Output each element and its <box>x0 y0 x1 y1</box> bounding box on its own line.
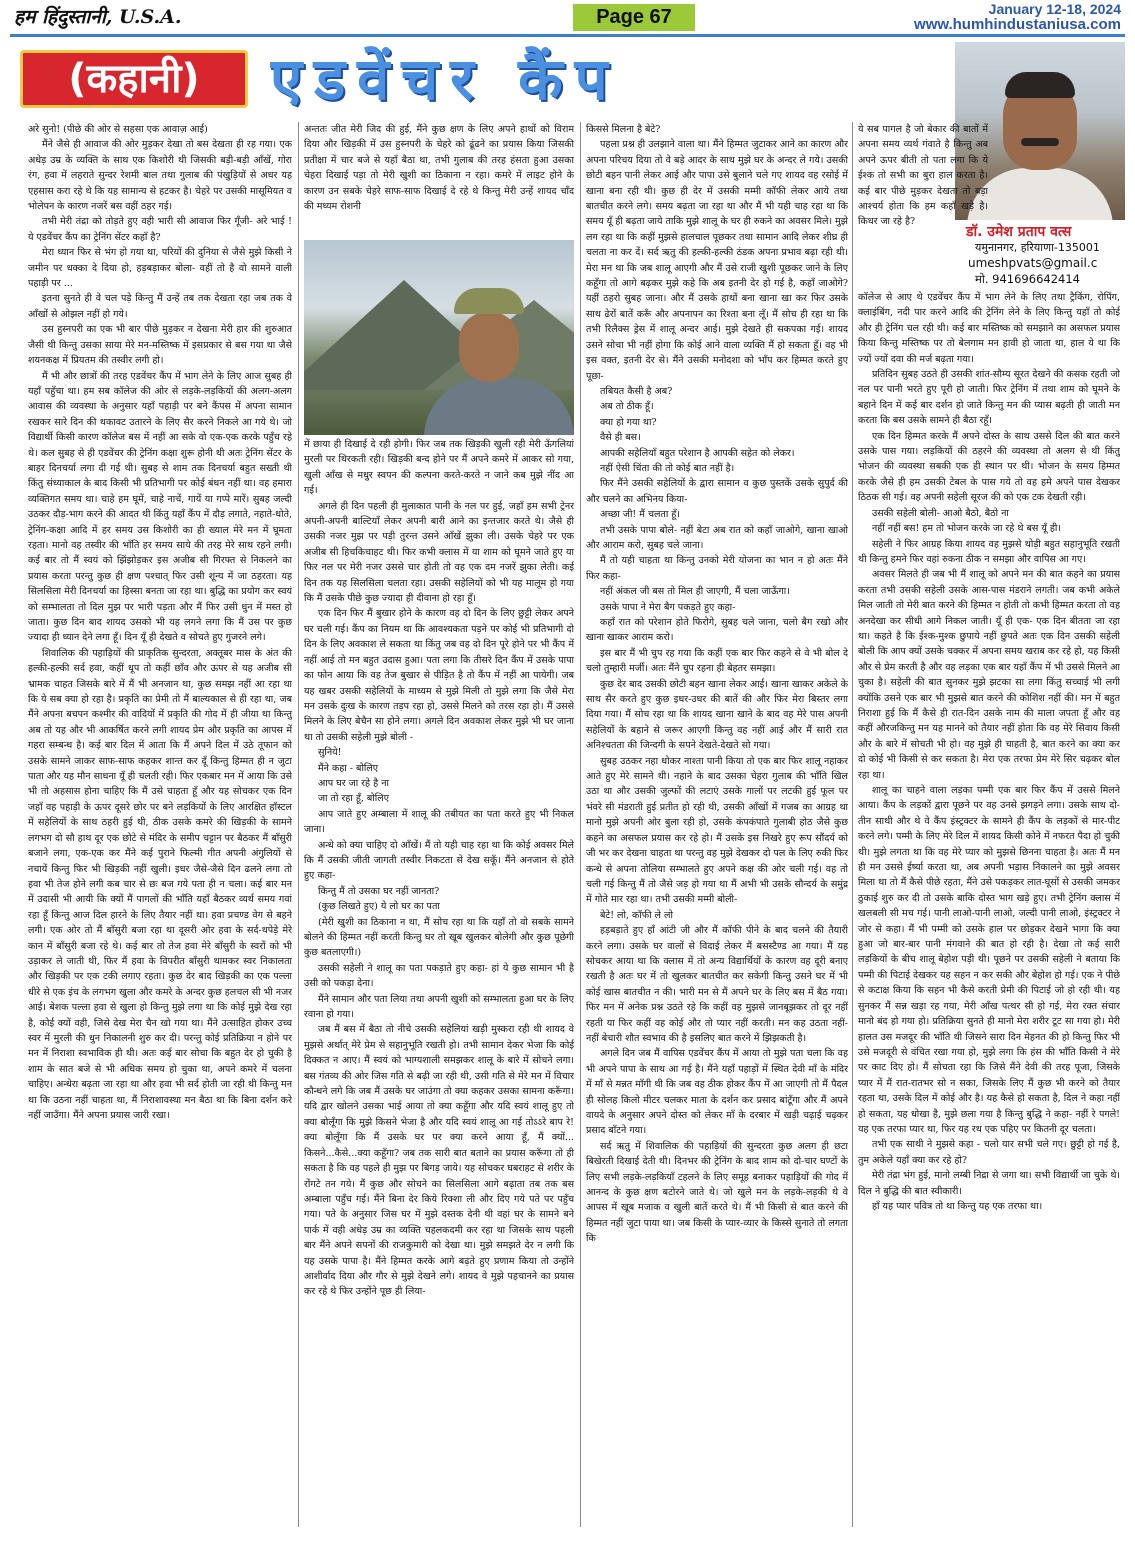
paragraph: इतना सुनते ही वे चल पड़े किन्तु मैं उन्हें तब तक देखता रहा जब तक वे आँखों से ओझल नहीं हो गये। <box>28 293 292 320</box>
paragraph: कुछ देर बाद उसकी छोटी बहन खाना लेकर आई। खाना खाकर अकेले के साथ सैर करते हुए कुछ इधर-उधर की बातें की और फिर मेरा बिस्तर लगा दिया गया। मैं सोच रहा था कि शायद खाना खाने के बाद वह मेरे पास अपनी सहेलियों के बहाने से जरूर आएगी किन्तु वह नहीं आई और मैं सारी रात अनिश्चतता की जिन्दगी के सपने देखते-देखते सो गया। <box>586 678 848 752</box>
paragraph: सुबह उठकर नहा धोकर नाश्ता पानी किया तो एक बार फिर शालू नहाकर आते हुए मेरे सामने थी। नहाने के बाद उसका चेहरा गुलाब की भाँति खिल उठा था और उसकी जुल्फों की लटाएं उसके गालों पर लटकी हुई फूल पर भंवरे सी मंडराती हुई प्रतीत हो रही थी, उसकी आँखों में गजब का आग्रह था मानो मुझे अपनी ओर बुला रही हो, उसके कंपकंपाते गुलाबी होठ जैसे कुछ कहने का असफल प्रयास कर रहे हो। मैं उसके इस निखरे हुए रूप सौंदर्य को जी भर कर देखना चाहता था परन्तु वह मुझे देखकर दो पल के लिए रुकी फिर कन्धे से अपना तोलिया सम्भालते हुए अपने कक्ष की ओर चली गई। वह तो चली गई किन्तु मैं तो जैसे जड़ हो गया था मैं अभी भी उसके सौन्दर्य के समुंद्र में गोते मार रहा था। तभी उसकी मम्मी बोली- <box>586 755 848 906</box>
paragraph: तभी उसके पापा बोले- नहीं बेटा अब रात को कहाँ जाओगे, खाना खाओ और आराम करो, सुबह चले जाना। <box>586 524 848 551</box>
paragraph: तभी मेरी तंद्रा को तोड़ते हुए वही भारी सी आवाज फिर गूँजी- अरे भाई ! ये एडवेंचर कैंप का ट्रेनिंग सेंटर कहाँ है? <box>28 216 292 243</box>
dialogue-line: तबियत कैसी है अब? <box>600 385 673 397</box>
column-2-top <box>304 122 574 237</box>
dialogue-line: (कुछ लिखते हुए) ये लो घर का पता <box>318 901 440 913</box>
paragraph: पहला प्रश्न ही उलझाने वाला था। मैंने हिम्मत जुटाकर आने का कारण और अपना परिचय दिया तो वे बड़े आदर के साथ मुझे घर के अन्दर ले गये। उसकी छोटी बहन पानी लेकर आई और पापा उसे बुलाने चले गए शायद वह रसोई में खाना बना रही थी। कुछ ही देर में उसकी मम्मी कॉफी लेकर आये तथा बातचीत करने लगे। समय बढ़ता जा रहा था और मैं भी यही चाह रहा था कि समय यूँ ही बढ़ता जाये ताकि मुझे शालू के घर ही रुकने का अवसर मिले। मुझे लग रहा था कि कहीं मुझसे हालचाल पूछकर तथा सामान आदि लेकर शीघ्र ही चलता ना कर दें। सर्द ऋतु की हल्की-हल्की ठंडक अपना प्रभाव बढ़ा रही थी। मेरा मन था कि जब शालू आएगी और मैं उसे राजी खुशी पूछकर जाने के लिए कहूँगा तो आगे बढ़कर मुझे कहे कि अब इतनी देर हो गई है, कहाँ जाओगे? यहीं ठहरो सुबह जाना। और मैं उसके हाथों बना खाना खा कर फिर उसके साथ ढेरों बातें करूँ और अपनापन का रिश्ता बना लूँ। मैं सोच ही रहा था कि तभी रिलैक्स ड्रेस में शालू अन्दर आई। मुझे देखते ही सकपका गई। शायद उसने सोचा भी नहीं होगा कि कोई आने वाला व्यक्ति मैं हो सकता हूँ। वह भी इस वक्त, इतनी देर से। मैंने उसकी मनोदशा को भाँप कर हिम्मत करते हुए पूछा- <box>586 139 848 382</box>
paragraph: मैंने सामान और पता लिया तथा अपनी खुशी को सम्भालता हुआ घर के लिए रवाना हो गया। <box>304 993 574 1021</box>
dialogue-line: उसकी सहेली बोली- आओ बैठो, बैठो ना <box>872 507 1009 519</box>
paragraph: उस हुस्नपरी का एक भी बार पीछे मुड़कर न देखना मेरी हार की शुरुआत जैसी थी किन्तु उसका साया मेरे मन-मस्तिष्क में इसप्रकार से बस गया था जैसे शयनकक्ष में प्रियतम की तस्वीर लगी हो। <box>28 324 292 367</box>
paragraph: मेरा ध्यान फिर से भंग हो गया था, परियों की दुनिया से जैसे मुझे किसी ने जमीन पर धक्का दे दिया हो, हड़बड़ाकर बोला- वहीं तो है वो सामने वाली पहाड़ी पर ... <box>28 247 292 290</box>
author-phone: मो. 941696642414 <box>975 272 1080 286</box>
dialogue-line: अच्छा जी! मैं चलता हूँ। <box>600 509 680 521</box>
paragraph: अगले ही दिन पहली ही मुलाकात पानी के नल पर हुई, जहाँ हम सभी ट्रेनर अपनी-अपनी बाल्टियाँ लेकर अपनी बारी आने का इन्तजार करते थे। जैसे ही उसकी नजर मुझ पर पड़ी तुरन्त उसने आँखें झुका ली। उसके चेहरे पर एक अजीब सी हिचकिचाहट थी। फिर कभी क्लास में या शाम को घूमने जाते हुए या फिर नल पर मेरी नजर उससे चार होती तो वह एक दम नजरें झुका लेती। कई दिन तक यह सिलसिला चलता रहा। उसकी सहेलियों को भी यह मालूम हो गया कि मैं उसके पीछे कुछ ज्यादा ही दीवाना हो रहा हूँ। <box>304 500 574 605</box>
paragraph: सहेली ने फिर आग्रह किया शायद वह मुझसे थोड़ी बहुत सहानुभूति रखती थी किन्तु हमने फिर वहां रुकना ठीक न समझा और वापिस आ गए। <box>858 538 1120 565</box>
story-banner <box>10 42 950 116</box>
author-city: यमुनानगर, हरियाणा-135001 <box>975 241 1100 254</box>
dialogue-line: अब तो ठीक हूँ। <box>600 401 654 413</box>
paragraph: इस बार मैं भी चुप रह गया कि कहीं एक बार फिर कहने से वे भी बोल दे चलो तुम्हारी मर्जी। अतः मैंने चुप रहना ही बेहतर समझा। <box>586 647 848 675</box>
paragraph: प्रतिदिन सुबह उठते ही उसकी शांत-सौम्य सूरत देखने की कसक रहती जो नल पर पानी भरते हुए पूरी हो जाती। फिर ट्रेनिंग में तथा शाम को घूमने के बहाने दिन में कई बार दर्शन हो जाते किन्तु मन की प्यास बढ़ती ही जाती मन करता कि बस उसके सामने ही बैठा रहूँ। <box>858 369 1120 427</box>
dialogue-line: जा तो रहा हूँ, बोलिए <box>318 793 389 805</box>
dialogue-line: बेटे! लो, कॉफी ले लो <box>600 909 673 921</box>
article-column-4 <box>858 290 1120 1532</box>
paragraph: अगले दिन जब मैं वापिस एडवेंचर कैंप में आया तो मुझे पता चला कि वह भी अपने पापा के साथ आ गई है। मैंने यहाँ पहाड़ों में स्थित देवी माँ के मंदिर में माँ से मन्नत माँगी थी कि जब वह ठीक होकर कैंप में आ जाएगी तो मैं पैदल ही सोलह किलो मीटर चलकर माता के दर्शन कर प्रसाद बांटूँगा और मैं अपने वायदे के अनुसार अपने दोस्त को लेकर माँ के दरबार में खड़ी चढ़ाई चढ़कर प्रसाद बाँटने गया। <box>586 1048 848 1137</box>
issue-date: January 12-18, 2024 <box>988 1 1121 17</box>
paragraph: मैं भी और छात्रों की तरह एडवेंचर कैंप में भाग लेने के लिए आज सुबह ही यहाँ पहुँचा था। हम सब कॉलेज की ओर से लड़के-लड़कियों की अलग-अलग आवास की व्यवस्था के अनुसार यहाँ पहाड़ी पर बने कैंपस में अपना सामान रखकर सारे दिन की थकावट उतारने के लिए सैर करने निकले आ गये थे। जो विद्यार्थी किसी कारण कॉलेज बस में नहीं आ सके वो एक-एक करके पहुँच रहे थे। कल सुबह से ही एडवेंचर की ट्रेनिंग कक्षा शुरू होनी थी अतः ट्रेनिंग सेंटर के बाहर दिनचर्या लगा दी गई थी। सुबह से शाम तक दिनचर्या बहुत सख्ती थी किंतु संध्याकाल के बाद किसी भी प्रतिभागी पर कोई बंधन नहीं था। वह हमारा व्यक्तिगत समय था। चाहे हम घूमें, चाहे नाचें, गायें या गप्पे मारें। सुबह जल्दी उठकर दौड़-भाग करने की आदत थी किंतु यहाँ कैंप में दौड़ लगाते, नहाते-धोते, ट्रेनिंग-कक्षा आदि में हर समय उस किशोरी का ही ख्याल मेरे मन में घूमता रहता। मानो वह तस्वीर की भाँति हर समय साये की तरह मेरे साथ रहने लगी। कई बार तो मैं स्वयं को झिंझोड़कर इस अजीब सी गिरफ्त से निकलने का प्रयास करता परन्तु कुछ ही क्षण पश्चात् फिर उसी शून्य में जा ठहरता। यह सिलसिला मेरी दिनचर्या का हिस्सा बनता जा रहा था। बुद्धि का प्रयोग कर स्वयं को सम्भालता तो दिल मुझ पर भारी पड़ता और मैं फिर उसी धुन में मस्त हो जाता। कुछ दिन बाद शायद उसको भी यह लगने लगा कि मैं उस पर कुछ ज्यादा ही ध्यान देने लगा हूँ। दिन यूँ ही देखते व सोचते हुए गुजरने लगे। <box>28 370 292 644</box>
paragraph: जब मैं बस में बैठा तो नीचे उसकी सहेलियां खड़ी मुस्करा रही थी शायद वे मुझसे अर्थात् मेरे प्रेम से सहानुभूति रखती हो। तभी सामान देकर भेजा कि कोई दिक्कत न आए। मैं स्वयं को भाग्यशाली समझकर शालू के बारे में सोचने लगा। बस गंतव्य की ओर जिस गति से बढ़ी जा रही थी, उसी गति से मेरे मन में विचार कौन्धने लगे कि जब मैं उसके घर जाउंगा तो क्या कहकर उसका सामना करूँगा। यदि द्वार खोलने उसका भाई आया तो क्या कहूँगा और यदि स्वयं शालू हुए तो क्या बोलूँगा कि मुझे किसने भेजा है और यदि स्वयं शालू आ गई तोऽऽरे बाप रे! क्या बोलूँगा कि मैं उसके घर पर क्या करने आया हूँ, मैं क्यों... किसने...कैसे...क्या कहूँगा? जब तक सारी बात बताने का प्रयास करूँगा तो ही सकता है कि वह पहले ही मुझ पर बिगड़ जाये। यह सोचकर घबराहट से शरीर के रोंगटे तन गये। मैं कुछ और सोचने का सिलसिला आगे बढ़ाता तब तक बस अम्बाला पहुँच गई। मैंने बिना देर किये रिक्शा ली और दिए गये पते पर पहुँच गया। पते के अनुसार जिस घर में मुझे दस्तक देनी थी वहां घर के सामने बने पार्क में वही अधेड़ उम्र का व्यक्ति चहलकदमी कर रहा था जिसके साथ पहली बार मैंने अपने सपनों की राजकुमारी को देखा था। मुझे समझते देर न लगी कि यह उसके पापा है। मैंने हिम्मत करके आगे बढ़ते हुए प्रणाम किया तो उन्होंने आशीर्वाद दिया और गौर से मुझे देखने लगे। शायद वे मुझे पहचानने का प्रयास कर रहे थे फिर उन्होंने पूछ ही लिया- <box>304 1024 574 1298</box>
paragraph: कॉलेज से आए थे एडवेंचर कैंप में भाग लेने के लिए तथा ट्रैकिंग, रोपिंग, क्लाइंबिंग, नदी पार करने आदि की ट्रेनिंग लेने के लिए किन्तु यहाँ तो कोई और ही ट्रेनिंग चल रही थी। कई बार मस्तिष्क को समझाने का असफल प्रयास किया किन्तु मस्तिष्क पर तो बेलगाम मन हावी हो जाता था, हाल ये था कि ज्यों ज्यों दवा की मर्ज बढ़ता गया। <box>858 292 1120 365</box>
photo-person-face <box>459 312 519 382</box>
author-email[interactable]: umeshpvats@gmail.c <box>968 256 1098 270</box>
paragraph: मैंने जैसे ही आवाज की ओर मुड़कर देखा तो बस देखता ही रह गया। एक अधेड़ उम्र के व्यक्ति के साथ एक किशोरी थी जिसकी बड़ी-बड़ी आँखें, गोरा रंग, हवा में लहराते सुन्दर रेशमी बाल तथा गुलाब की पंखुड़ियों से अधर यह एहसास करा रहे थे कि यह सामान्य से हटकर है। चेहरे पर उसकी मासूमियत व भोलेपन के कारण नजरें बस वहीं ठहर गई। <box>28 139 292 213</box>
paragraph: सर्द ऋतु में शिवालिक की पहाड़ियों की सुन्दरता कुछ अलग ही छटा बिखेरती दिखाई देती थी। दिनभर की ट्रेनिंग के बाद शाम को दो-चार घण्टों के लिए सभी लड़के-लड़कियाँ टहलने के लिए समूह बनाकर पहाड़ियों की गोद में आनन्द के कुछ क्षण बटोरने जाते थे। जो खुले मन के लड़के-लड़की थे वे आपस में खूब मजाक व खुली बातें करते थे। मैं भी किसी से बात करने की हिम्मत नहीं जुटा पाया था। जब किसी के प्यार-व्यार के किस्से सुनाते तो लगता कि <box>586 1140 848 1245</box>
paragraph: कहाँ रात को परेशान होते फिरोगे, सुबह चले जाना, चलो बैग रखो और खाना खाकर आराम करो। <box>586 617 848 644</box>
dialogue-line: आपकी सहेलियाँ बहुत परेशान है आपकी सहेत को लेकर। <box>600 447 795 459</box>
paragraph: अवसर मिलते ही जब भी मैं शालू को अपने मन की बात कहने का प्रयास करता तभी उसकी सहेली उसके आस-पास मंडराने लगती। जब कभी अकेले मिल जाती तो मेरी बात करने की हिम्मत न होती तो कभी हिम्मत करता तो वह अनदेखा कर सीधी आगे निकल जाती। यूँ ही एक- एक दिन बीतता जा रहा था। कहते है कि ईश्क-मुश्क छुपाये नहीं छुपते अतः एक दिन उसकी सहेली बोली कि आप क्यों उसके चक्कर में अपना समय खराब कर रहे हो, यह किसी और से प्रेम करती है और वह लड़का एक बार यहाँ कैंप में भी उससे मिलने आ चुका है। सहेली की बात सुनकर मुझे झटका सा लगा किंतु सच्चाई भी लगी क्योंकि उसने एक बार भी मुझसे बात करने की कोशिश नहीं की। मन में बहुत निराशा हुई कि मैं कैसे ही रात-दिन उसके नाम की माला जपता हूँ और वह कहीं औरजकिन्तु मन यह मानने को तैयार नहीं होता कि वह मेरे सिवाय किसी और के बारे में सोचती भी हो। वह मुझे ही चाहती है, बात करने का क्या कर दो कोई भी किसी से कर सकता है। मेरा एक तरफा प्रेम मेरे सिर चढ़कर बोल रहा था। <box>858 569 1120 781</box>
dialogue-line: वैसे ही बस। <box>600 432 641 444</box>
dialogue-line: नहीं ऐसी चिंता की तो कोई बात नहीं है। <box>600 462 735 474</box>
paragraph: हड़बड़ाते हुए हाँ आंटी जी और मैं कॉफी पीने के बाद चलने की तैयारी करने लगा। उसके घर वालों से विदाई लेकर मैं बसस्टैण्ड आ गया। मैं यह सोचकर आया था कि क्लास में तो अन्य विद्यार्थियों के कारण वह दूरी बनाए रखती है अतः घर में तो खुलकर बातचीत कर सकेगी किन्तु उसने घर में भी कोई खास बातचीत न की। भारी मन से मैं अपने घर के लिए बस में बैठ गया। फिर मन में अनेक प्रश्न उठते रहे कि कहीं वह मुझसे जानबूझकर तो दूर नहीं रहती या फिर कहीं वह कोई और तो प्यार नहीं करती। मन कह उठता नहीं-नहीं बेचारी शौत स्वभाव की है इसलिए बात करने में झिझकती है। <box>586 925 848 1044</box>
story-photo <box>304 240 574 435</box>
paragraph: उसकी सहेली ने शालू का पता पकड़ाते हुए कहा- हां ये कुछ सामान भी है उसी को पकड़ा देना। <box>304 962 574 990</box>
column-divider <box>298 122 299 1527</box>
paragraph: अन्धे को क्या चाहिए दो आँखें। मैं तो यही चाह रहा था कि कोई अवसर मिले कि मैं उसकी जीती जागती तस्वीर निकटता से देख सकूँ। मैंने अनजान से होते हुए कहा- <box>304 839 574 882</box>
author-photo-moustache <box>1021 138 1059 146</box>
paragraph: उसके पापा ने मेरा बैग पकड़ते हुए कहा- <box>600 601 736 613</box>
author-photo-hair <box>1005 72 1075 98</box>
paragraph: हाँ यह प्यार पवित्र तो था किन्तु यह एक तरफा था। <box>872 1200 1043 1212</box>
paragraph: तभी एक साथी ने मुझसे कहा - चलो यार सभी चले गए। छुट्टी हो गई है, तुम अकेले यहाँ क्या कर रहे हो? <box>858 1139 1120 1166</box>
paragraph: एक दिन हिम्मत करके मैं अपने दोस्त के साथ उससे दिल की बात करने उसके पास गया। लड़कियों की ठहरने की व्यवस्था तो अलग से थी किंतु भोजन की व्यवस्था सबकी एक ही स्थान पर थी। भोजन के समय हिम्मत करके जैसे ही हम उसकी टेबल के पास गये तो वह हमे अपने पास देखकर ठिठक सी गई। वह अपनी सहेली सूरज की को एक टक देखती रही। <box>858 430 1120 504</box>
article-column-4-top <box>858 122 988 282</box>
paragraph: एक दिन फिर मैं बुखार होने के कारण वह दो दिन के लिए छुट्टी लेकर अपने घर चली गई। कैंप का नियम था कि आवश्यकता पड़ने पर कोई भी प्रतिभागी दो दिन के लिए अवकाश ले सकता था किंतु जब वह दो दिन पूरे होने पर भी कैंप में नहीं आई तो मन बहुत उदास हुआ। पता लगा कि तीसरे दिन कैंप में उसके पापा का फोन आया कि वह तेज बुखार से पीड़ित है तो कैंप में नहीं आ पायेगी। जब यह खबर उसकी सहेलियों के माध्यम से मुझे मिली तो मुझे लगा कि जैसे मेरा मन उसके दुःख के कारण तड़प रहा हो, उससे मिलने को तरस रहा हो। मैं उससे मिलने के लिए बेचैन सा होने लगा। अगले दिन अवकाश लेकर मुझे भी घर जाना था तो उसकी सहेली मुझे बोली - <box>304 608 574 743</box>
paragraph: ये सब पागल है जो बेकार की बातों में अपना समय व्यर्थ गंवाते है किन्तु अब अपने ऊपर बीती तो पता लगा कि ये ईश्क तो सभी का बुरा हाल करता है। कई बार पीछे मुड़कर देखता तो बड़ा आश्चर्य होता कि हम कहाँ खड़े है। किधर जा रहे है? <box>858 124 988 228</box>
dialogue-line: क्या हो गया था? <box>600 416 657 428</box>
dialogue-line: आप घर जा रहे है ना <box>318 777 389 789</box>
paragraph: आप जाते हुए अम्बाला में शालू की तबीयत का पता करते हुए भी निकल जाना। <box>304 808 574 836</box>
column-divider <box>580 122 581 1527</box>
paragraph: अरे सुनो! (पीछे की ओर से सहसा एक आवाज़ आई) <box>28 124 208 135</box>
article-column-1 <box>28 122 292 1532</box>
column-2-bottom <box>304 437 574 1300</box>
paragraph: मेरी तंद्रा भंग हुई, मानो लम्बी निद्रा से जगा था। सभी विद्यार्थी जा चुके थे। दिल ने बुद्धि की बात स्वीकारी। <box>858 1170 1120 1197</box>
dialogue-line: किन्तु मैं तो उसका घर नहीं जानता? <box>318 885 440 897</box>
publication-name: हम हिंदुस्तानी, U.S.A. <box>14 6 182 28</box>
category-badge: (कहानी) <box>20 50 248 108</box>
paragraph: अन्ततः जीत मेरी जिद की हुई, मैंने कुछ क्षण के लिए अपने हाथों को विराम दिया और खिड़की में उस हुस्नपरी के चेहरे को ढूंढने का प्रयास किया जिसकी प्रतीक्षा में चार बजे से यहाँ बैठा था, तभी गुलाब की तरह हंसता हुआ उसका चेहरा दिखाई पड़ा तो मेरी खुशी का ठिकाना न रहा। कमरे में लाइट होने के कारण उन सबके चेहरे साफ-साफ दिखाई दे रहे थे किन्तु मेरी उन्हें शायद चाँद की मध्यम रोशनी <box>304 124 574 213</box>
header-rule <box>10 34 1125 37</box>
paragraph: में छाया ही दिखाई दे रही होगी। फिर जब तक खिड़की खुली रही मेरी ऊँगलियां मुरली पर थिरकती रही। खिड़की बन्द होने पर मैं अपने कमरे में आकर सो गया, खुली आँख से मधुर स्वपन की कल्पना करते-करते न जाने कब मुझे नींद आ गई। <box>304 439 574 497</box>
dialogue-line: सुनिये! <box>318 747 342 759</box>
dialogue-line: नहीं नहीं बस! हम तो भोजन करके जा रहे थे बस यूँ ही। <box>872 523 1061 535</box>
story-title: एडवेंचर कैंप <box>270 45 620 113</box>
page-header <box>0 0 1135 34</box>
paragraph: फिर मैंने उसकी सहेलियों के द्वारा सामान व कुछ पुस्तकें उसके सुपुर्द की और चलने का अभिनय किया- <box>586 478 848 505</box>
article-column-3 <box>586 122 848 1532</box>
photo-person-cap <box>454 288 524 314</box>
dialogue-line: मैंने कहा - बोलिए <box>318 762 379 774</box>
column-divider <box>852 122 853 1527</box>
paragraph: शालू का चाहने वाला लड़का पम्मी एक बार फिर कैंप में उससे मिलने आया। कैंप के लड़कों द्वारा पूछने पर वह उनसे झगड़ने लगा। उसके साथ दो-तीन साथी और थे वे कैंप इंस्ट्रक्टर के सामने ही कैंप के लड़कों से मार-पीट करने लगे। पम्मी के लिए मेरे दिल में शायद किसी कोने में नफरत पैदा हो चुकी थी। मुझे लगता था कि वह मेरे प्यार को मुझसे छिनना चाहता है। अतः मैं मन ही मन उससे ईर्ष्या करता था, अब अपनी भड़ास निकालने का मुझे अवसर मिला था तो मैं कैसे पीछे रहता, मैंने उसे पकड़कर लात-घूसों से उसकी जमकर ठुकाई शुरु कर दी तो उसके बाकि दोस्त भाग खड़े हुए। तभी ट्रेनिंग क्लास में खलबली सी मच गई। पानी लाओ-पानी लाओ, जल्दी पानी लाओ, इंस्ट्रक्टर ने जोर से कहा। मैं भी पम्मी को उसके हाल पर छोड़कर देखने भागा कि क्या हुआ जो बार-बार पानी मंगवाने की बात हो रही है। देखा तो कई सारी लड़कियों के बीच शालू बेहोश पड़ी थी। पूछने पर उसकी सहेली ने बताया कि पम्मी की पिटाई देखकर यह सहन न कर सकी और बेहोश हो गई। एक ने पीछे से कटाक्ष किया कि सहन भी कैसे करती प्रेमी की पिटाई जो हो रही थी। यह सुनकर मैं सन्न खड़ा रह गया, मेरी आँख पत्थर सी हो गई, मेरा रक्त संचार मानो बंद हो गया हो। प्रतिक्रिया सुनते ही मानो मेरा शरीर टूट सा गया हो। मेरी हालत उस मजदूर की भाँति थी जिसने सारा दिन मेहनत की हो किन्तु फिर भी उसे मजदूरी से वंचित रखा गया हो, मुझे लगा कि हंस की भाँति किसी ने मेरे पर काट दिए हो। मैं सोचता रहा कि जिसे मैंने देवी की तरह पूजा, जिसके प्यार में मैं रात-रातभर सो न सका, जिसके लिए मैं कुछ भी करने को तैयार रहता था, उसके दिल में कोई और है। यह कैसे हो सकता है, दिल ने कहा नहीं हो सकता, यह धोखा है, मुझे छला गया है किन्तु बुद्धि ने कहा- नहीं रे पगले! यह एक तरफा प्यार था, फिर यह रथ एक पहिए पर कितनी दूर चलता। <box>858 785 1120 1135</box>
dialogue-line: किससे मिलना है बेटे? <box>586 124 661 135</box>
page-number-badge: Page 67 <box>573 4 695 31</box>
paragraph: मैं तो यही चाहता था किन्तु उनको मेरी योजना का भान न हो अतः मैंने फिर कहा- <box>586 555 848 582</box>
paragraph: शिवालिक की पहाड़ियों की प्राकृतिक सुन्दरता, अक्तूबर मास के अंत की हल्की-हल्की सर्द हवा, कहीं धूप तो कहीं छाँव और ऊपर से यह अजीब सी भ्रामक चाहत जिसके बारे में मैं भी अनजान था, कुछ समझ नहीं आ रहा था कि ये सब क्या हो रहा है। प्रकृति का प्रेमी तो मैं बाल्यकाल से ही रहा था, जब मैंने अपना बचपन कश्मीर की वादियों में प्रकृति की गोद में ही जीया था किन्तु अब तो यह और भी आकर्षित करने लगी शायद प्रेम और प्रकृति का आपस में गहरा सम्बन्ध है। कई बार दिल में आता कि मैं अपने दिल में उठे तूफान को उसके सामने जाकर साफ-साफ कहकर शान्त कर दूँ किन्तु हिम्मत ही न जुटा पाता और यह मौन साधना यूँ ही चलती रही। फिर एकबार मन में आया कि उसे भी तो अहसास होना चाहिए कि मैं उसे चाहता हूँ और यह सोचकर एक दिन जहाँ वह पहाड़ी के ऊपर दूसरे छोर पर बने लड़कियों के लिए आरक्षित हॉस्टल में सहेलियों के साथ ठहरी हुई थी, ठीक उसके कमरे की खिड़की के सामने लगभग दो सौ हाथ दूर एक छोटे से मंदिर के समीप चट्टान पर बैठकर मैं बाँसुरी बजाने लगा, एक-एक कर मैंने कई पुराने फिल्मी गीत अपनी अंगुलियों से नचायें किन्तु फिर भी खिड़की नहीं खुली। इधर जैसे-जैसे दिन ढलने लगा तो हवा भी तेज होने लगी कब चार से छः बज गये पता ही न चला। कई बार मन में उदासी भी आयी कि क्यों मैं पागलों की भाँति यहाँ बैठकर व्यर्थ समय गवां रहा हूँ किन्तु आज दिल हारने के लिए तैयार नहीं था। हवा प्रचण्ड वेग से बहने लगी। एक ओर तो मैं बाँसुरी बजा रहा था दूसरी ओर हवा के सर्द-थपेड़े मेरे कान में बाँसुरी बजा रहे थे। कई बार तो तेज हवा मेरे बाँसुरी के स्वरों को भी उड़ाकर ले जाती थी, फिर मैं हवा के विपरीत बाँसुरी थामकर स्वर निकालता और खिड़की पर एक टकी लगाए रहता। कुछ देर बाद खिड़की का एक पल्ला धीरे से एक इंच के लगभग खुला और कमरे के अन्दर कुछ हलचल सी भी नजर आई। बेशक पल्ला हवा से खुला हो किन्तु मुझे लगा था कि कोई मुझे देख रहा है, कोई क्यों वही, जिसे देख मेरा चैन खो गया था। मैंने उत्साहित होकर उच्च स्वर में मुरली की धुन निकालनी शुरु कर दी। परन्तु कोई प्रतिक्रिया न होने पर मन में निराशा स्वभाविक ही थी। अतः कई बार सोचा कि बहुत देर हो चुकी है शाम के सात बजे से भी अधिक समय हो चुका था, अपने कमरे में चलना चाहिए। अन्धेरा बढ़ता जा रहा था और हवा भी सर्द होती जा रही थी किन्तु मन था कि उठना नहीं चाहता था, मैं निराशावस्था मन बैठा था कि बिना दर्शन करे नहीं जाउँगा। मैंने अपना प्रयास जारी रखा। <box>28 647 292 1121</box>
paragraph: (मेरी खुशी का ठिकाना न था, मैं सोच रहा था कि यहाँ तो वो सबके सामने बोलने की हिम्मत नहीं करती किन्तु घर तो खूब खुलकर बोलेगी और कुछ पूछेगी कुछ बतलाएगी।) <box>304 916 574 959</box>
author-photo-shirt <box>967 168 1113 220</box>
author-name: डॉ. उमेश प्रताप वत्स <box>966 224 1072 240</box>
dialogue-line: नहीं अंकल जी बस तो मिल ही जाएगी, मैं चला जाऊँगा। <box>600 586 790 598</box>
website-link[interactable]: www.humhindustaniusa.com <box>914 16 1121 33</box>
